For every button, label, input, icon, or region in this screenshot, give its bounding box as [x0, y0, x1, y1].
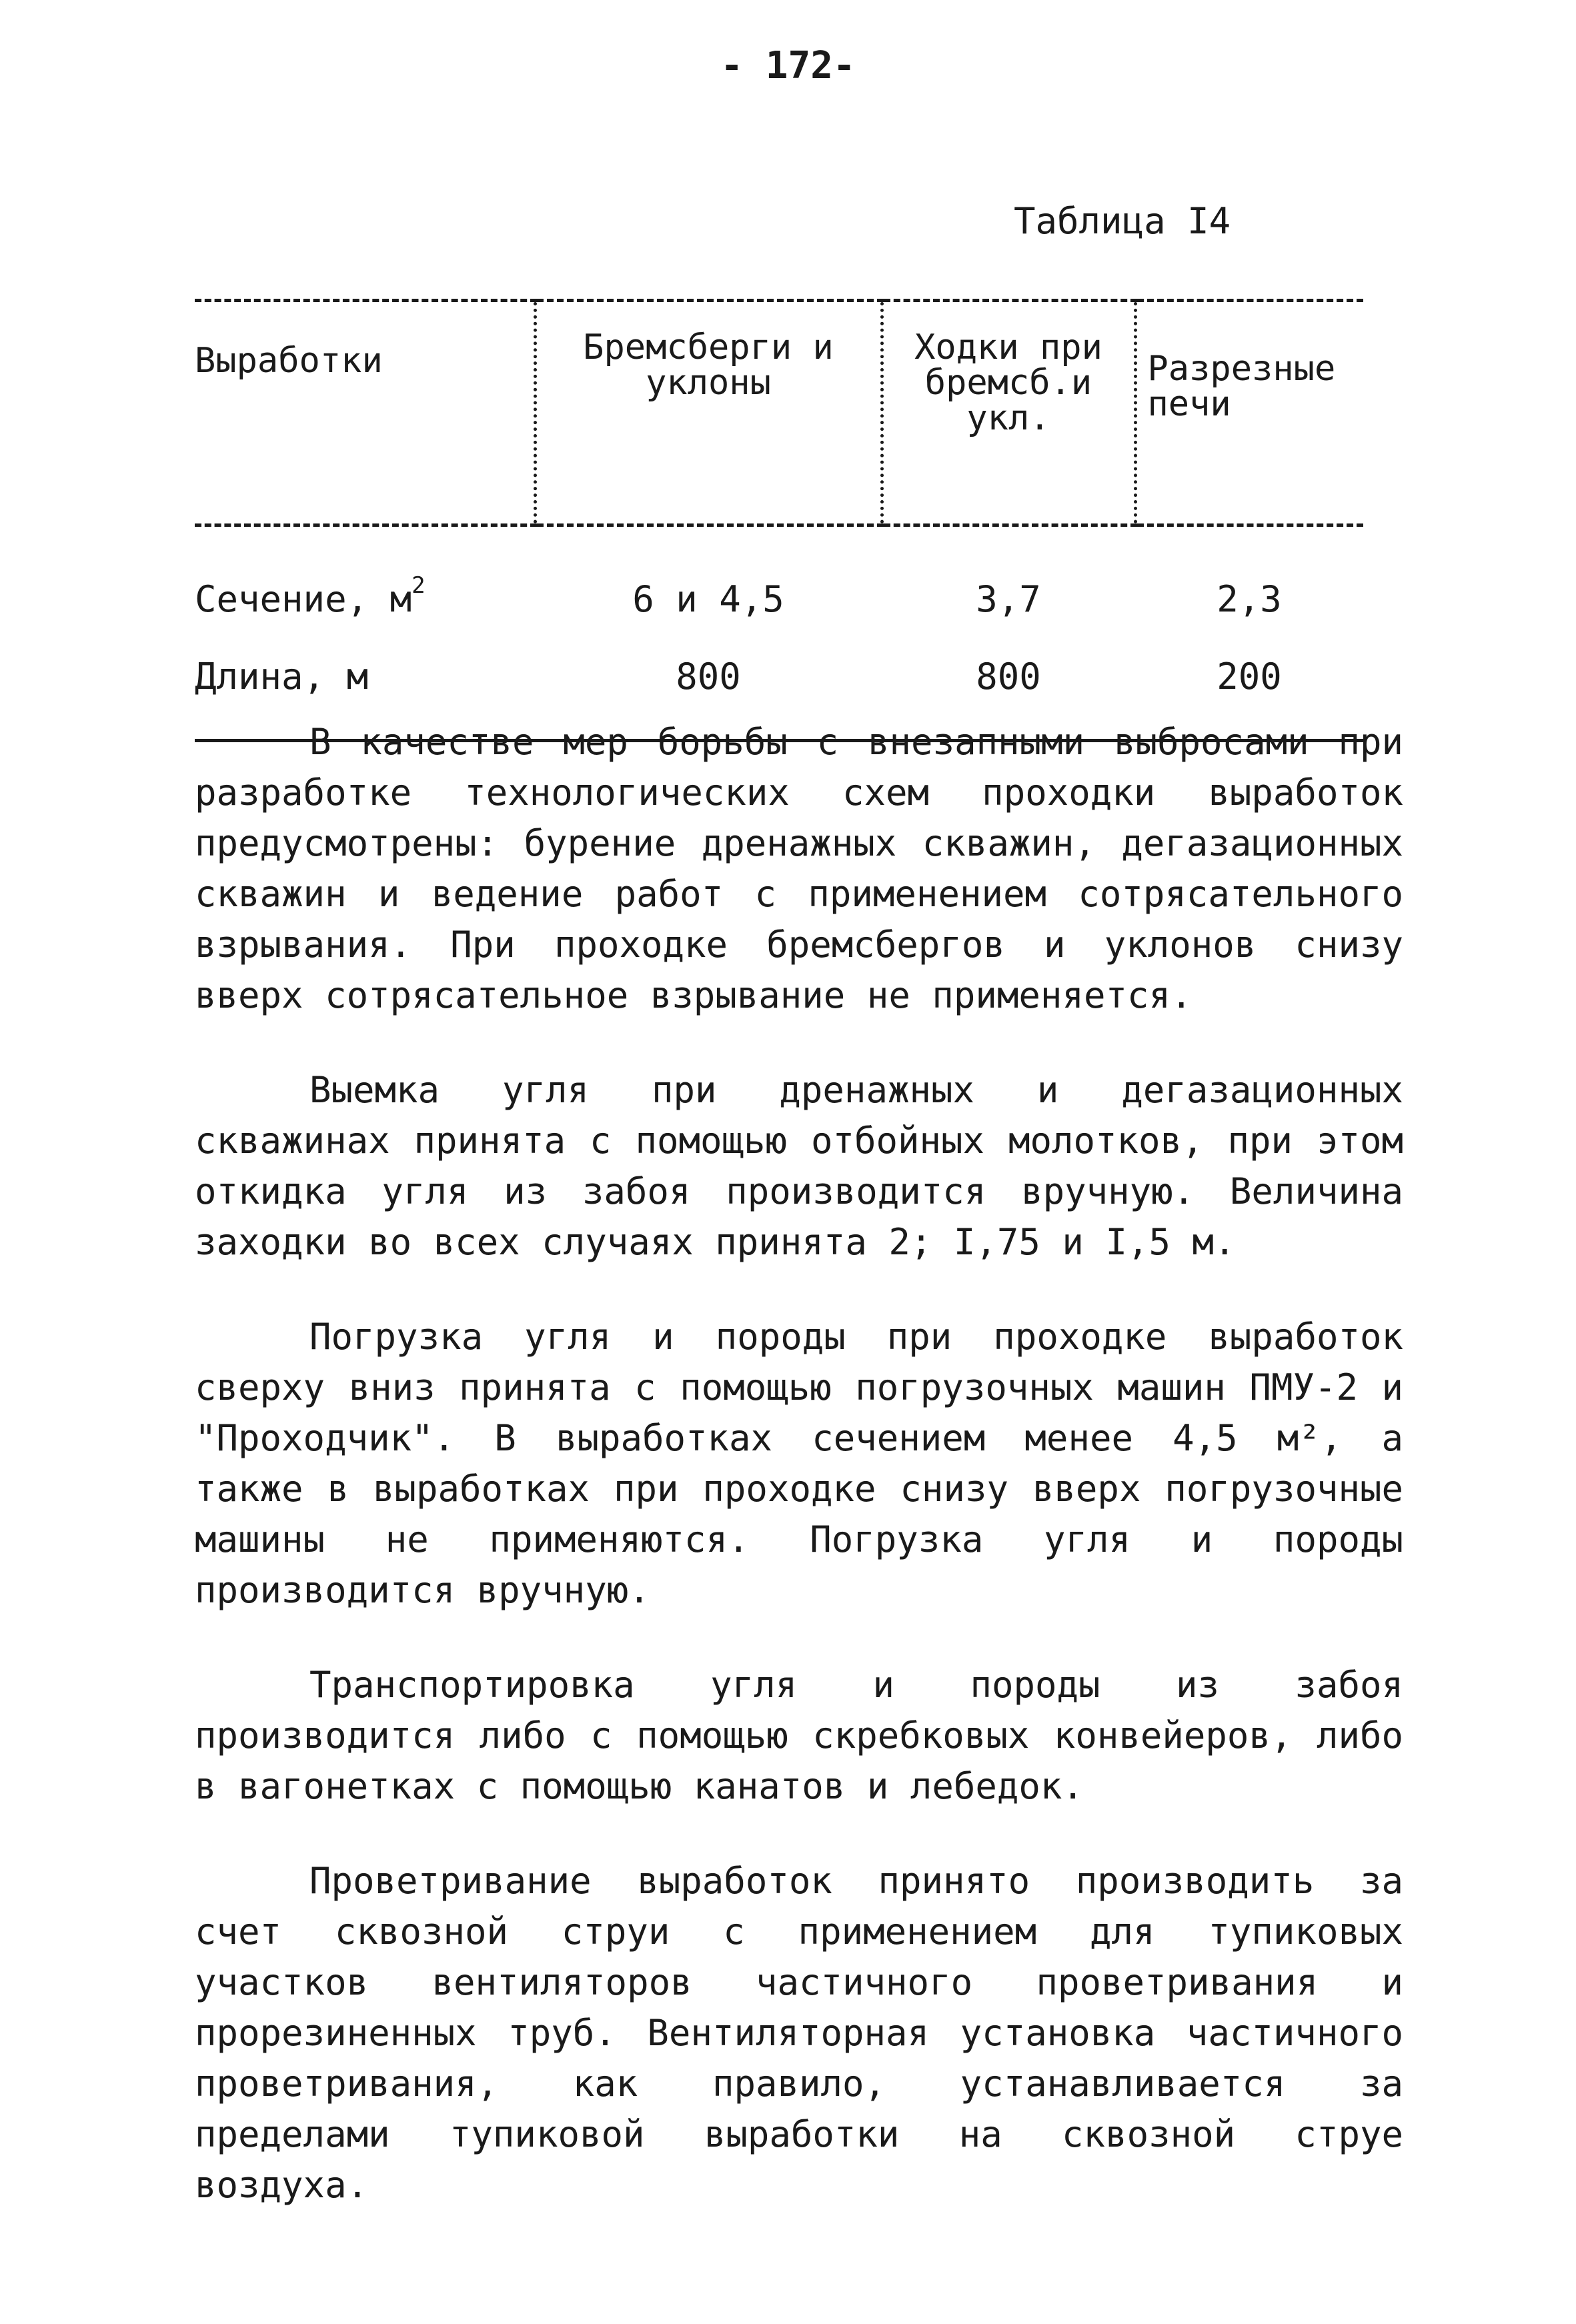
row-label: Длина, м: [195, 638, 535, 741]
paragraph-ventilation: Проветривание выработок принято производить за счет сквозной струи с применением для тупиковых участков вентиляторов частичного проветривания и прорезиненных труб. Вентиляторная установка частичного проветривания, как правило, устанавливается за пределами тупиковой выработки на сквозной струе воздуха.: [195, 1860, 1403, 2206]
table-cell: 3,7: [976, 577, 1041, 620]
column-header-passages: Ходки при бремсб.и укл.: [882, 301, 1135, 525]
table-row: [195, 525, 1363, 638]
table-cell: 800: [535, 638, 882, 741]
data-table: [195, 299, 1363, 742]
paragraph-outburst-measures: В качестве мер борьбы с внезапными выбросами при разработке технологических схем проходки выработок предусмотрены: бурение дренажных скважин, дегазационных скважин и ведение работ с применением сотрясательного взрывания. При проходке бремсбергов и уклонов снизу вверх сотрясательное взрывание не применяется.: [195, 721, 1403, 1016]
column-header-cut-faces: Разрезные печи: [1135, 301, 1363, 525]
table-header-row: [195, 301, 1363, 525]
column-header-workings: Выработки: [195, 301, 535, 525]
table-cell: 800: [882, 638, 1135, 741]
table-caption: Таблица I4: [1014, 200, 1231, 242]
table-cell: 200: [1135, 638, 1363, 741]
page-number: - 172-: [720, 44, 856, 87]
row-label-text: Сечение, м: [195, 577, 412, 620]
table-cell: 2,3: [1217, 577, 1282, 620]
paragraph-coal-extraction: Выемка угля при дренажных и дегазационных скважинах принята с помощью отбойных молотков, при этом откидка угля из забоя производится вручную. Величина заходки во всех случаях принята 2; I,75 и I,5 м.: [195, 1069, 1403, 1263]
column-header-inclines: Бремсберги и уклоны: [535, 301, 882, 525]
row-label: [195, 525, 535, 638]
paragraph-transport: Транспортировка угля и породы из забоя производится либо с помощью скребковых конвейеров, либо в вагонетках с помощью канатов и лебедок.: [195, 1664, 1403, 1807]
table-cell: 6 и 4,5: [632, 577, 784, 620]
unit-superscript: 2: [412, 571, 426, 599]
paragraph-loading: Погрузка угля и породы при проходке выработок сверху вниз принята с помощью погрузочных машин ПМУ-2 и "Проходчик". В выработках сечением менее 4,5 м², а также в выработках при проходке снизу вверх погрузочные машины не применяются. Погрузка угля и породы производится вручную.: [195, 1316, 1403, 1611]
body-text: [195, 717, 1403, 2255]
